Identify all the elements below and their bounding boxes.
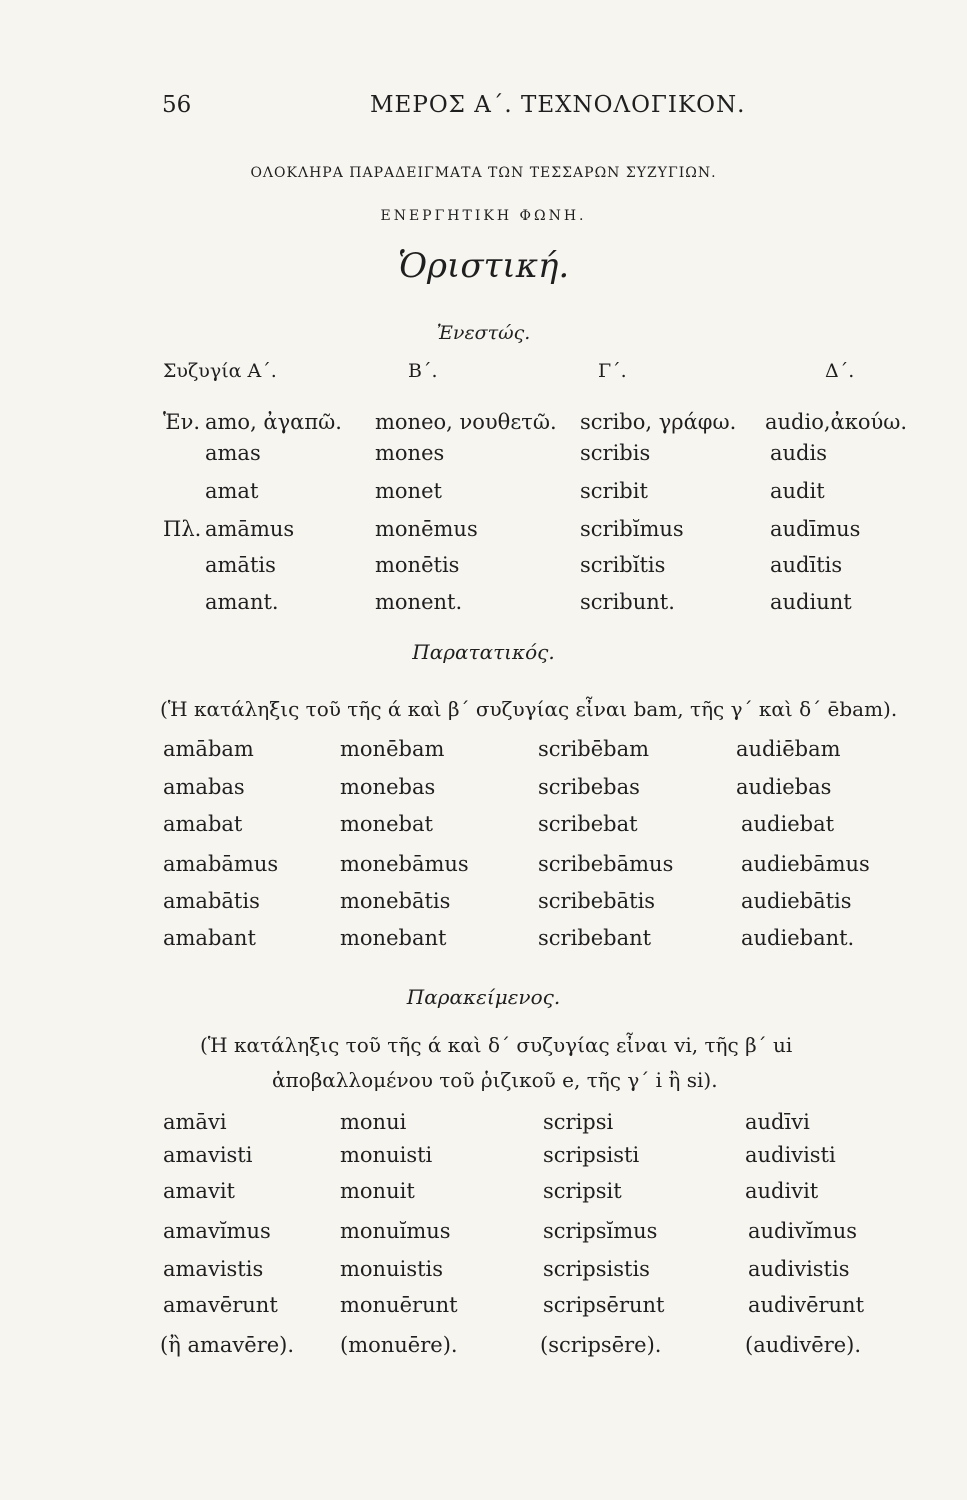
cell: amant.	[205, 590, 279, 614]
table-row	[0, 812, 967, 844]
conjugation-label-2: Β΄.	[408, 360, 438, 382]
cell: monuērunt	[340, 1293, 458, 1317]
cell: audiēbam	[736, 737, 841, 761]
tense-heading-present: Ἐνεστώς.	[436, 322, 531, 344]
cell: audio,ἀκούω.	[765, 410, 908, 434]
cell: audivistis	[748, 1257, 850, 1281]
table-row	[0, 590, 967, 622]
cell: amo, ἀγαπῶ.	[205, 410, 342, 434]
table-row	[0, 517, 967, 549]
cell: scripsērunt	[543, 1293, 665, 1317]
table-row	[0, 553, 967, 585]
cell: audīmus	[770, 517, 861, 541]
cell: (monuēre).	[340, 1333, 458, 1357]
table-row	[0, 441, 967, 473]
cell: audiebas	[736, 775, 832, 799]
table-row	[0, 775, 967, 807]
cell: scribebas	[538, 775, 640, 799]
cell: (scripsēre).	[540, 1333, 662, 1357]
cell: monuisti	[340, 1143, 433, 1167]
cell: audivĭmus	[748, 1219, 857, 1243]
cell: audiebant.	[741, 926, 855, 950]
cell: monēmus	[375, 517, 478, 541]
number-label-singular: Ἑν.	[163, 410, 201, 434]
cell: scripsisti	[543, 1143, 640, 1167]
cell: scribo, γράφω.	[580, 410, 737, 434]
perfect-note-line-1: (Ἡ κατάληξις τοῦ τῆς ά καὶ δ΄ συζυγίας εἶναι vi, τῆς β΄ ui	[200, 1033, 793, 1057]
tense-heading-perfect: Παρακείμενος.	[406, 985, 561, 1009]
mood-title: Ὁριστική.	[397, 246, 570, 286]
cell: scribit	[580, 479, 648, 503]
cell: monebātis	[340, 889, 451, 913]
imperfect-note: (Ἡ κατάληξις τοῦ τῆς ά καὶ β΄ συζυγίας εἶναι bam, τῆς γ΄ καὶ δ΄ ēbam).	[160, 697, 898, 721]
cell: amavĭmus	[163, 1219, 271, 1243]
cell: scribēbam	[538, 737, 650, 761]
cell: monuit	[340, 1179, 415, 1203]
cell: moneo, νουθετῶ.	[375, 410, 557, 434]
cell: monebāmus	[340, 852, 469, 876]
cell: amabant	[163, 926, 256, 950]
cell: amāmus	[205, 517, 295, 541]
cell: audiebātis	[741, 889, 852, 913]
table-row	[0, 1293, 967, 1325]
cell: amabātis	[163, 889, 260, 913]
cell: amāvi	[163, 1110, 227, 1134]
cell: scripsistis	[543, 1257, 650, 1281]
cell: amābam	[163, 737, 254, 761]
main-title: ΟΛΟΚΛΗΡΑ ΠΑΡΑΔΕΙΓΜΑΤΑ ΤΩΝ ΤΕΣΣΑΡΩΝ ΣΥΖΥΓΙΩΝ.	[250, 165, 717, 181]
cell: scripsi	[543, 1110, 614, 1134]
cell: scribebātis	[538, 889, 656, 913]
cell: audiebāmus	[741, 852, 870, 876]
conjugation-label-4: Δ΄.	[825, 360, 855, 382]
cell: amavērunt	[163, 1293, 278, 1317]
cell: scribebāmus	[538, 852, 674, 876]
cell: audit	[770, 479, 825, 503]
cell: audivit	[745, 1179, 819, 1203]
cell: audivērunt	[748, 1293, 865, 1317]
table-row	[0, 889, 967, 921]
table-row	[0, 1257, 967, 1289]
cell: scribis	[580, 441, 651, 465]
table-row	[0, 1143, 967, 1175]
cell: monēbam	[340, 737, 445, 761]
cell: monui	[340, 1110, 407, 1134]
cell: (ἢ amavēre).	[160, 1333, 295, 1357]
cell: audis	[770, 441, 827, 465]
cell: audiebat	[741, 812, 835, 836]
cell: audiunt	[770, 590, 852, 614]
running-title: ΜΕΡΟΣ Α΄. ΤΕΧΝΟΛΟΓΙΚΟΝ.	[370, 92, 746, 118]
cell: amas	[205, 441, 261, 465]
cell: monebant	[340, 926, 447, 950]
table-row	[0, 852, 967, 884]
cell: scripsit	[543, 1179, 622, 1203]
cell: scribebant	[538, 926, 652, 950]
perfect-note-line-2: ἀποβαλλομένου τοῦ ῥιζικοῦ e, τῆς γ΄ i ἢ si).	[272, 1068, 718, 1092]
tense-heading-imperfect: Παρατατικός.	[412, 640, 555, 664]
cell: monebas	[340, 775, 436, 799]
table-row	[0, 1179, 967, 1211]
cell: audivisti	[745, 1143, 836, 1167]
cell: amavistis	[163, 1257, 264, 1281]
cell: monent.	[375, 590, 463, 614]
table-row	[0, 410, 967, 442]
cell: amabāmus	[163, 852, 279, 876]
cell: monebat	[340, 812, 433, 836]
cell: monuĭmus	[340, 1219, 451, 1243]
cell: amavisti	[163, 1143, 253, 1167]
voice-title: ΕΝΕΡΓΗΤΙΚΗ ΦΩΝΗ.	[380, 208, 587, 224]
cell: monētis	[375, 553, 460, 577]
cell: monuistis	[340, 1257, 444, 1281]
cell: audīvi	[745, 1110, 810, 1134]
conjugation-label-1: Συζυγία Α΄.	[163, 360, 277, 382]
table-row	[0, 926, 967, 958]
page-number: 56	[162, 92, 192, 118]
running-head	[0, 92, 967, 122]
cell: amavit	[163, 1179, 235, 1203]
cell: scribebat	[538, 812, 638, 836]
cell: mones	[375, 441, 445, 465]
conjugation-header-row	[0, 360, 967, 392]
cell: audītis	[770, 553, 843, 577]
cell: monet	[375, 479, 442, 503]
cell: (audivēre).	[745, 1333, 862, 1357]
cell: amat	[205, 479, 259, 503]
cell: amabas	[163, 775, 245, 799]
cell: scripsĭmus	[543, 1219, 658, 1243]
cell: scribunt.	[580, 590, 675, 614]
cell: amabat	[163, 812, 243, 836]
cell: amātis	[205, 553, 276, 577]
number-label-plural: Πλ.	[163, 517, 202, 541]
table-row	[0, 1110, 967, 1142]
table-row	[0, 479, 967, 511]
conjugation-label-3: Γ΄.	[598, 360, 627, 382]
cell: scribĭtis	[580, 553, 666, 577]
table-row	[0, 1219, 967, 1251]
cell: scribĭmus	[580, 517, 684, 541]
table-row	[0, 1333, 967, 1365]
table-row	[0, 737, 967, 769]
